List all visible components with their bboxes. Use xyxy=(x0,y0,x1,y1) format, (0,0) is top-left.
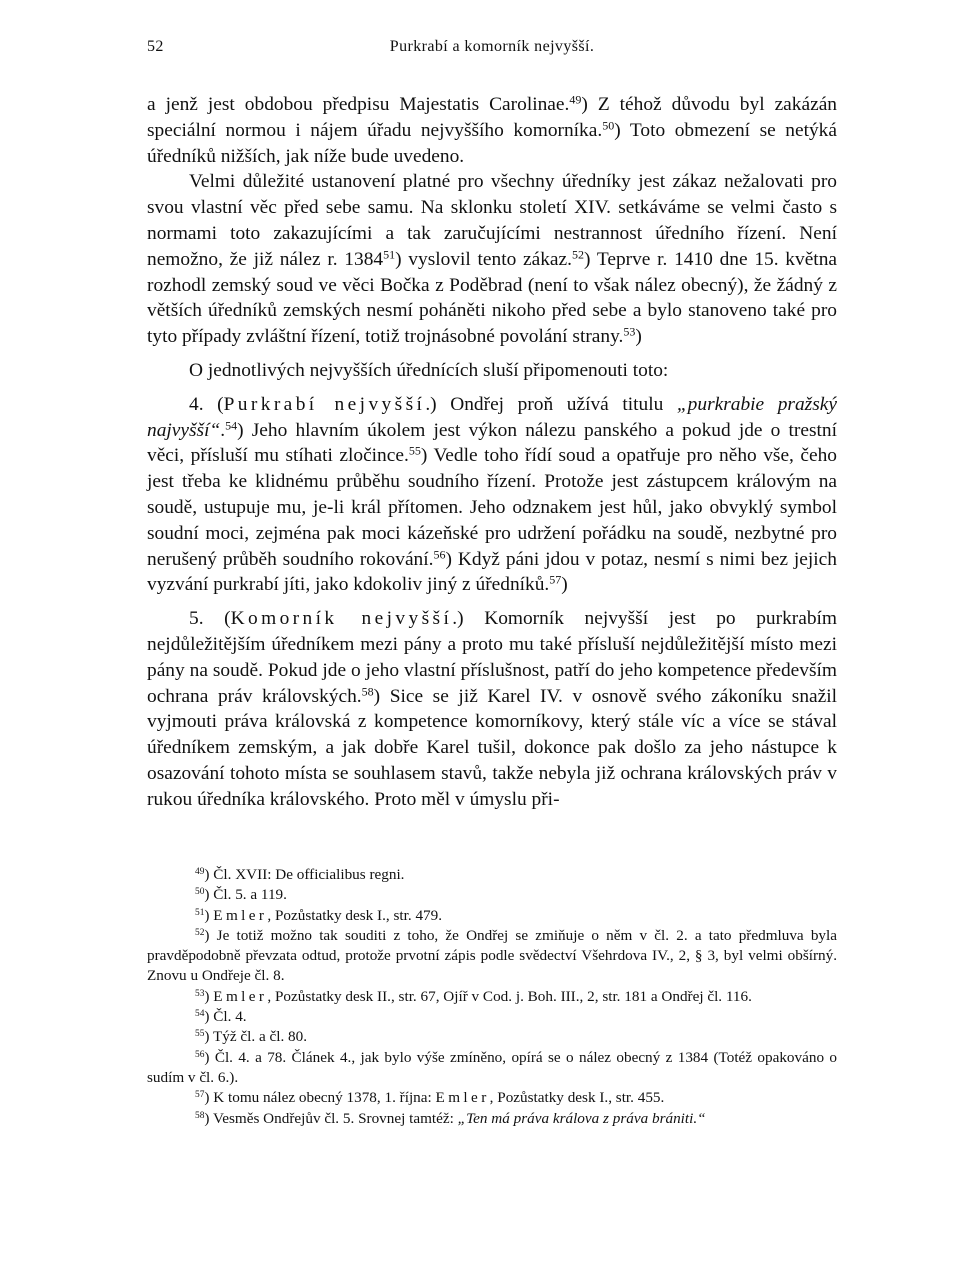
footnote-text: ) Čl. XVII: De officialibus regni. xyxy=(204,866,405,883)
footnote-number: 53 xyxy=(195,988,205,999)
text-run: ) Jeho hlavním úkolem jest výkon nálezu panského a pokud jde o trestní věci, přísluší mu stíhati zločince. xyxy=(147,419,837,467)
footnote-number: 51 xyxy=(195,907,205,918)
footnote-number: 50 xyxy=(195,887,205,898)
footnote-ref-54: 54 xyxy=(225,417,238,432)
paragraph-1 xyxy=(147,92,837,169)
footnote-number: 55 xyxy=(195,1029,205,1040)
text-run: ) Toto obmezení se netýká úředníků nižších, jak níže bude uvedeno. xyxy=(147,119,837,167)
paragraph-2 xyxy=(147,169,837,350)
quoted-title: „purkrabie pražský najvyšší“ xyxy=(147,393,837,441)
text-run: 5. ( xyxy=(189,608,231,630)
running-title: Purkrabí a komorník nejvyšší. xyxy=(389,38,595,55)
footnote-text: ) Týž čl. a čl. 80. xyxy=(204,1028,308,1046)
text-run: ) Když páni jdou v potaz, nesmí s nimi bez jejich vyzvání purkrabí jíti, jako kdokoliv jiný z úředníků. xyxy=(147,548,837,596)
footnote-ref-53: 53 xyxy=(623,324,636,339)
footnote-number: 54 xyxy=(195,1008,205,1019)
footnote-number: 52 xyxy=(195,927,205,938)
author-name: Emler xyxy=(213,987,268,1005)
footnote-text: , Pozůstatky desk II., str. 67, Ojíř v Cod. j. Boh. III., 2, str. 181 a Ondřej čl. 116. xyxy=(267,987,752,1005)
footnote-text: ) Čl. 5. a 119. xyxy=(204,886,287,904)
footnote-number: 57 xyxy=(195,1090,205,1101)
section-heading-komornik: Komorník nejvyšší xyxy=(230,608,453,630)
text-run: ) Z téhož důvodu byl zakázán speciální normou i nájem úřadu nejvyššího komorníka. xyxy=(147,94,837,141)
text-run: ) xyxy=(561,574,568,596)
page-header xyxy=(147,38,837,60)
text-run: ) xyxy=(635,326,642,348)
author-name: Emler xyxy=(435,1089,490,1107)
quoted-citation: „Ten má práva králova z práva brániti.“ xyxy=(457,1109,706,1127)
footnote-54 xyxy=(147,1007,837,1027)
footnote-ref-55: 55 xyxy=(408,443,421,458)
paragraph-3 xyxy=(147,358,837,384)
main-text xyxy=(147,92,837,813)
footnote-55 xyxy=(147,1027,837,1047)
text-run: .) Ondřej proň užívá titulu xyxy=(425,393,677,415)
text-run: ) vyslovil tento zákaz. xyxy=(395,248,572,270)
text-run: . xyxy=(220,419,226,441)
text-run: 4. ( xyxy=(189,393,224,415)
footnote-text: , Pozůstatky desk I., str. 479. xyxy=(267,906,443,924)
footnote-number: 49 xyxy=(195,866,205,877)
text-run: ) Teprve r. 1410 dne 15. května rozhodl zemský soud ve věci Bočka z Poděbrad (není to však nález obecný), že žádný z větších úředníků zemských nesmí poháněti nikoho před sebe a bylo stanoveno také pro tyto případy zvláštní řízení, totiž trojnásobné povolání strany. xyxy=(147,248,837,348)
footnote-51 xyxy=(147,906,837,926)
footnote-text: ) xyxy=(204,987,214,1005)
footnote-text: ) xyxy=(204,906,214,924)
footnote-ref-49: 49 xyxy=(569,92,582,107)
footnote-text: ) Čl. 4. xyxy=(204,1008,247,1026)
footnote-text: , Pozůstatky desk I., str. 455. xyxy=(489,1089,665,1107)
footnote-49 xyxy=(147,865,837,885)
footnotes xyxy=(147,865,837,1129)
footnote-52 xyxy=(147,926,837,987)
footnote-50 xyxy=(147,885,837,905)
text-run: ) Vedle toho řídí soud a opatřuje pro něho vše, čeho jest třeba ke klidnému průběhu soudního řízení. Protože jest zástupcem královým na soudě, ustupuje mu, je-li král přítomen. Jeho odznakem jest hůl, jako obvyklý symbol soudní moci, zejména pak moci kázeňské pro udržení pořádku na soudě, nezbytné pro nerušený průběh soudního rokování. xyxy=(147,445,837,570)
text-run: .) Komorník nejvyšší jest po purkrabím nejdůležitějším úředníkem mezi pány a proto mu také přísluší nejdůležitější místo mezi pány na soudě. Pokud jde o jeho vlastní příslušnost, patří do jeho kompetence především ochrana práv královských. xyxy=(147,608,837,707)
footnote-ref-51: 51 xyxy=(383,247,396,262)
footnote-number: 58 xyxy=(195,1110,205,1121)
footnote-text: ) Je totiž možno tak souditi z toho, že Ondřej se zmiňuje o něm v čl. 2. a tato předmluva byla pravděpodobně převzata odtud, protože prvotní zápis podle svědectví Všehrdova IV., 2, § 3, byl velmi obšírný. Znovu u Ondřeje čl. 8. xyxy=(147,926,837,985)
footnote-text: ) K tomu nález obecný 1378, 1. října: xyxy=(204,1089,436,1107)
footnote-number: 56 xyxy=(195,1049,205,1060)
footnote-56 xyxy=(147,1048,837,1089)
footnote-ref-56: 56 xyxy=(433,546,446,561)
text-run: a jenž jest obdobou předpisu Majestatis Carolinae. xyxy=(147,94,570,115)
footnote-58 xyxy=(147,1109,837,1129)
section-heading-purkrabi: Purkrabí nejvyšší xyxy=(223,393,426,415)
footnote-ref-52: 52 xyxy=(572,247,585,262)
page-number: 52 xyxy=(147,38,164,55)
text-run: O jednotlivých nejvyšších úřednících sluší připomenouti toto: xyxy=(189,359,669,381)
text-run: ) Sice se již Karel IV. v osnově svého zákoníku snažil vyjmouti práva královská z kompetence komorníkovy, který stále víc a více se stával úředníkem zemským, a jak dobře Karel tušil, dokonce pak došlo za jeho nástupce k osazování tohoto místa se souhlasem stavů, takže nebyla již ochrana královských práv v rukou úředníka královského. Proto měl v úmyslu při- xyxy=(147,685,837,810)
paragraph-4 xyxy=(147,392,837,598)
paragraph-5 xyxy=(147,606,837,812)
footnote-text: ) Vesměs Ondřejův čl. 5. Srovnej tamtéž: xyxy=(204,1109,458,1127)
footnote-ref-57: 57 xyxy=(549,572,562,587)
footnote-ref-58: 58 xyxy=(361,683,374,698)
author-name: Emler xyxy=(213,906,268,924)
footnote-53 xyxy=(147,987,837,1007)
footnote-text: ) Čl. 4. a 78. Článek 4., jak bylo výše zmíněno, opírá se o nález obecný z 1384 (Totéž opakováno o sudím v čl. 6.). xyxy=(147,1048,837,1086)
footnote-57 xyxy=(147,1088,837,1108)
text-run: Velmi důležité ustanovení platné pro všechny úředníky jest zákaz nežalovati pro svou vlastní věc před sebe samu. Na sklonku století XIV. setkáváme se velmi často s normami toto zakazujícími a tak zaručujícími nestrannost úředního řízení. Není nemožno, že již nález r. 1384 xyxy=(147,171,837,270)
footnote-ref-50: 50 xyxy=(602,118,615,133)
